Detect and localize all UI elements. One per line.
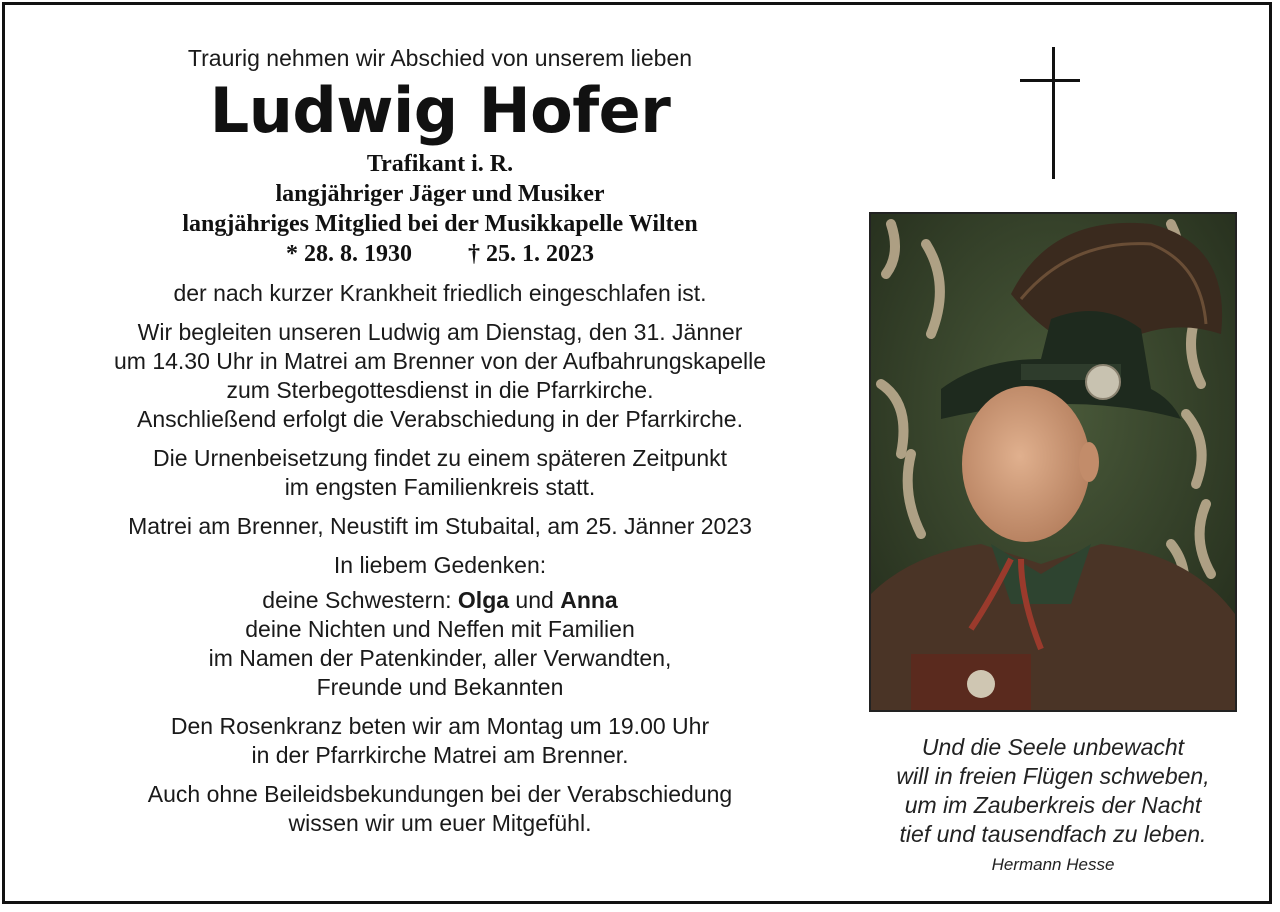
birth-date: * 28. 8. 1930 bbox=[286, 241, 412, 267]
title-occupation: Trafikant i. R. bbox=[366, 151, 514, 177]
sister-name: Anna bbox=[560, 587, 618, 613]
deceased-name: Ludwig Hofer bbox=[209, 74, 671, 147]
rosary-line: in der Pfarrkirche Matrei am Brenner. bbox=[251, 742, 629, 768]
latin-cross-icon bbox=[1020, 47, 1086, 179]
life-dates bbox=[45, 239, 835, 269]
poem-quote bbox=[853, 733, 1253, 877]
portrait-illustration bbox=[871, 214, 1235, 710]
quote-line: Und die Seele unbewacht bbox=[921, 734, 1185, 760]
sister-name: Olga bbox=[457, 587, 510, 613]
memory-heading: In liebem Gedenken: bbox=[333, 552, 547, 578]
urn-line: im engsten Familienkreis statt. bbox=[284, 474, 596, 500]
death-date: † 25. 1. 2023 bbox=[468, 241, 594, 267]
sisters-prefix: deine Schwestern: bbox=[262, 587, 458, 613]
cross-vertical-bar bbox=[1052, 47, 1055, 179]
mourners-line: Freunde und Bekannten bbox=[316, 674, 564, 700]
urn-line: Die Urnenbeisetzung findet zu einem späteren Zeitpunkt bbox=[152, 445, 728, 471]
mourners-paragraph bbox=[45, 586, 835, 702]
portrait-photo bbox=[869, 212, 1237, 712]
mourners-line: im Namen der Patenkinder, aller Verwandten, bbox=[208, 645, 672, 671]
condolences-paragraph bbox=[45, 780, 835, 838]
sisters-and: und bbox=[509, 587, 561, 613]
quote-line: will in freien Flügen schweben, bbox=[896, 763, 1210, 789]
passing-line: der nach kurzer Krankheit friedlich eingeschlafen ist. bbox=[173, 280, 707, 306]
condolences-line: Auch ohne Beileidsbekundungen bei der Verabschiedung bbox=[147, 781, 733, 807]
obituary-card bbox=[2, 2, 1272, 904]
urn-paragraph bbox=[45, 444, 835, 502]
funeral-line: um 14.30 Uhr in Matrei am Brenner von der Aufbahrungskapelle bbox=[113, 348, 767, 374]
funeral-line: zum Sterbegottesdienst in die Pfarrkirche. bbox=[226, 377, 654, 403]
obituary-text bbox=[45, 41, 835, 838]
funeral-paragraph bbox=[45, 318, 835, 434]
place-date: Matrei am Brenner, Neustift im Stubaital, am 25. Jänner 2023 bbox=[128, 513, 752, 539]
condolences-line: wissen wir um euer Mitgefühl. bbox=[288, 810, 592, 836]
rosary-line: Den Rosenkranz beten wir am Montag um 19.00 Uhr bbox=[170, 713, 710, 739]
rosary-paragraph bbox=[45, 712, 835, 770]
quote-line: tief und tausendfach zu leben. bbox=[899, 821, 1207, 847]
quote-line: um im Zauberkreis der Nacht bbox=[904, 792, 1202, 818]
cross-horizontal-bar bbox=[1020, 79, 1080, 82]
title-hobbies: langjähriger Jäger und Musiker bbox=[275, 181, 605, 207]
title-membership: langjähriges Mitglied bei der Musikkapelle Wilten bbox=[182, 211, 698, 237]
sisters-line bbox=[45, 586, 835, 615]
quote-author: Hermann Hesse bbox=[991, 855, 1115, 874]
mourners-line: deine Nichten und Neffen mit Familien bbox=[245, 616, 635, 642]
intro-line: Traurig nehmen wir Abschied von unserem lieben bbox=[187, 45, 693, 71]
funeral-line: Wir begleiten unseren Ludwig am Dienstag, den 31. Jänner bbox=[137, 319, 743, 345]
funeral-line: Anschließend erfolgt die Verabschiedung in der Pfarrkirche. bbox=[136, 406, 743, 432]
